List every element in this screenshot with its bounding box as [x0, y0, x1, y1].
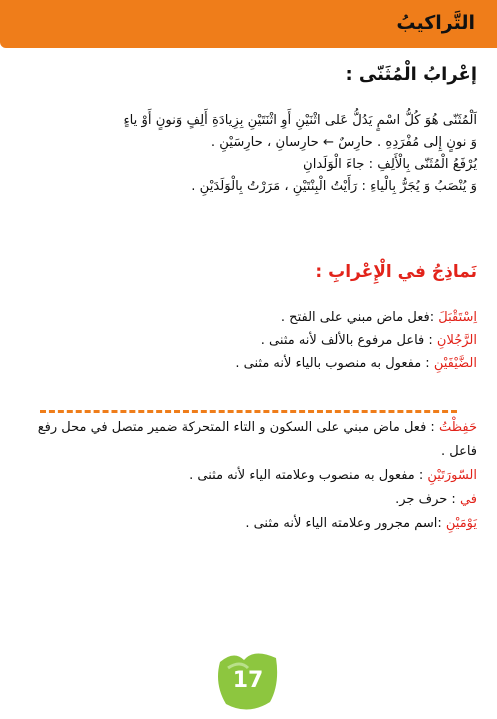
example-item [10, 488, 477, 512]
example-analysis: : فاعل مرفوع بالألف لأنه مثنى . [260, 333, 437, 348]
examples-list-2 [10, 416, 477, 536]
example-analysis: :فعل ماض مبني على الفتح . [280, 310, 439, 325]
example-item [10, 329, 477, 352]
page-number: 17 [232, 668, 264, 693]
rule-line-2: وَ نونٍ إِلى مُفْرَدِهِ . حارِسٌ ← حارِسانِ ، حارِسَيْنِ . [210, 135, 477, 150]
example-word: الضَّيْفَيْنِ [433, 356, 477, 371]
example-item [10, 512, 477, 536]
page-number-badge [214, 650, 282, 712]
examples-list [10, 306, 477, 375]
example-item [10, 464, 477, 488]
section-title-examples: نَماذِجُ في الْإِعْرابِ : [315, 262, 477, 282]
example-word: يَوْمَيْنِ [445, 516, 477, 531]
section-title-dual: إعْرابُ الْمُثَنّى : [345, 64, 477, 85]
example-item [10, 352, 477, 375]
example-word: السّورَتَيْنِ [427, 468, 477, 483]
dual-rule-paragraph [10, 110, 477, 198]
rule-line-1: اَلْمُثَنّى هُوَ كُلُّ اسْمٍ يَدُلُّ عَلى اثْنَيْنِ أَوِ اثْنَتَيْنِ بِزِيادَةِ أَلِفٍ وَنونٍ أَوْ ياءٍ [123, 113, 477, 128]
example-analysis: : مفعول به منصوب بالياء لأنه مثنى . [235, 356, 434, 371]
header-title: التَّراكيبُ [396, 12, 475, 34]
example-item [10, 306, 477, 329]
example-analysis: :اسم مجرور وعلامته الياء لأنه مثنى . [245, 516, 446, 531]
example-item [10, 416, 477, 464]
rule-line-3: يُرْفَعُ الْمُثَنّى بِالْأَلِفِ : جاءَ الْوَلَدانِ [303, 157, 477, 172]
rule-line-4: وَ يُنْصَبُ وَ يُجَرُّ بِالْياءِ : رَأَيْتُ الْبِنْتَيْنِ ، مَرَرْتُ بِالْوَلَدَيْنِ . [191, 179, 477, 194]
example-word: حَفِظْتُ [438, 420, 477, 435]
example-analysis: : حرف جر. [395, 492, 460, 507]
example-word: الرَّجُلانِ [436, 333, 477, 348]
example-word: اِسْتَقْبَلَ [438, 310, 477, 325]
example-analysis: : فعل ماض مبني على السكون و التاء المتحركة ضمير متصل في محل رفع فاعل . [37, 420, 477, 459]
dashed-divider [40, 410, 457, 413]
example-analysis: : مفعول به منصوب وعلامته الياء لأنه مثنى . [189, 468, 428, 483]
example-word: في [459, 492, 477, 507]
